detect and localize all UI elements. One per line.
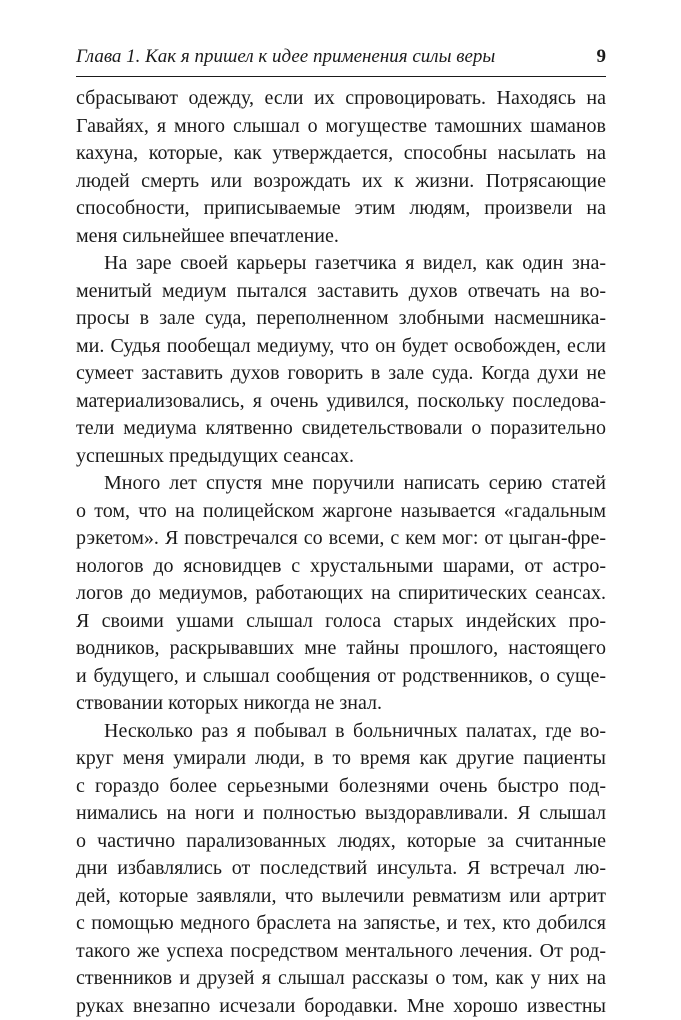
text-line: Много лет спустя мне поручили написать серию статей bbox=[76, 470, 606, 498]
text-line: ми. Судья пообещал медиуму, что он будет освобожден, если bbox=[76, 333, 606, 361]
text-line: сумеет заставить духов говорить в зале суда. Когда духи не bbox=[76, 360, 606, 388]
text-line: тели медиума клятвенно свидетельствовали о поразительно bbox=[76, 415, 606, 443]
text-line: логов до медиумов, работающих на спиритических сеансах. bbox=[76, 580, 606, 608]
text-line: кахуна, которые, как утверждается, способны насылать на bbox=[76, 140, 606, 168]
text-line: рэкетом». Я повстречался со всеми, с кем мог: от цыган-фре- bbox=[76, 525, 606, 553]
text-line: способности, приписываемые этим людям, произвели на bbox=[76, 195, 606, 223]
text-line: людей смерть или возрождать их к жизни. Потрясающие bbox=[76, 168, 606, 196]
text-line: с гораздо более серьезными болезнями очень быстро под- bbox=[76, 773, 606, 801]
text-line: меня сильнейшее впечатление. bbox=[76, 223, 606, 251]
text-line: дей, которые заявляли, что вылечили ревматизм или артрит bbox=[76, 883, 606, 911]
header-rule bbox=[76, 76, 606, 77]
text-line: На заре своей карьеры газетчика я видел, как один зна- bbox=[76, 250, 606, 278]
page-header bbox=[76, 44, 606, 72]
text-line: дни избавлялись от последствий инсульта. Я встречал лю- bbox=[76, 855, 606, 883]
text-line: руках внезапно исчезали бородавки. Мне хорошо известны bbox=[76, 993, 606, 1020]
page-number: 9 bbox=[597, 46, 607, 68]
text-line: и будущего, и слышал сообщения от родственников, о суще- bbox=[76, 663, 606, 691]
text-line: Гавайях, я много слышал о могуществе тамошних шаманов bbox=[76, 113, 606, 141]
running-head: Глава 1. Как я пришел к идее применения силы веры bbox=[76, 46, 495, 68]
text-line: водников, раскрывавших мне тайны прошлого, настоящего bbox=[76, 635, 606, 663]
text-line: Несколько раз я побывал в больничных палатах, где во- bbox=[76, 718, 606, 746]
body-text bbox=[76, 85, 606, 1020]
text-line: круг меня умирали люди, в то время как другие пациенты bbox=[76, 745, 606, 773]
text-line: ственников и друзей я слышал рассказы о том, как у них на bbox=[76, 965, 606, 993]
text-line: просы в зале суда, переполненном злобными насмешника- bbox=[76, 305, 606, 333]
text-line: Я своими ушами слышал голоса старых индейских про- bbox=[76, 608, 606, 636]
text-line: нимались на ноги и полностью выздоравливали. Я слышал bbox=[76, 800, 606, 828]
text-line: с помощью медного браслета на запястье, и тех, кто добился bbox=[76, 910, 606, 938]
text-line: менитый медиум пытался заставить духов отвечать на во- bbox=[76, 278, 606, 306]
text-line: материализовались, я очень удивился, поскольку последова- bbox=[76, 388, 606, 416]
text-line: о том, что на полицейском жаргоне называется «гадальным bbox=[76, 498, 606, 526]
text-line: ствовании которых никогда не знал. bbox=[76, 690, 606, 718]
text-line: нологов до ясновидцев с хрустальными шарами, от астро- bbox=[76, 553, 606, 581]
text-line: о частично парализованных людях, которые за считанные bbox=[76, 828, 606, 856]
text-line: сбрасывают одежду, если их спровоцировать. Находясь на bbox=[76, 85, 606, 113]
text-line: успешных предыдущих сеансах. bbox=[76, 443, 606, 471]
text-line: такого же успеха посредством ментального лечения. От род- bbox=[76, 938, 606, 966]
